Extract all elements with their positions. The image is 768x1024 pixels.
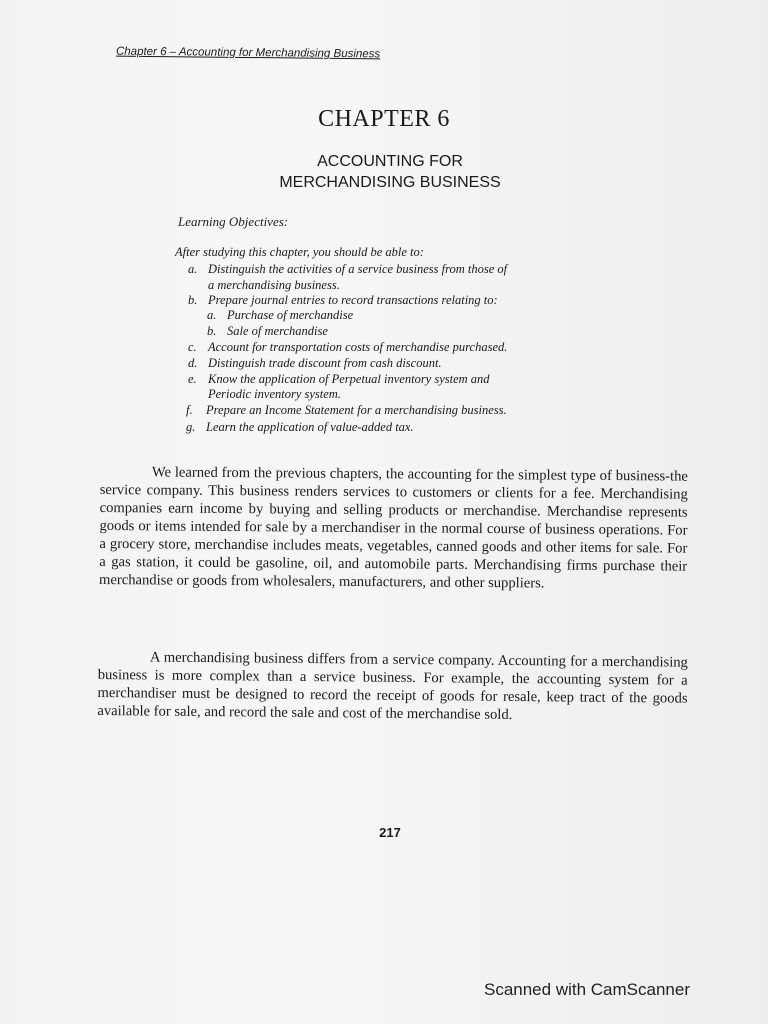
paragraph-text: A merchandising business differs from a service company. Accounting for a merchandising business is more complex than a service business. For example, the accounting system for a merchandiser must be designed to record the receipt of goods for resale, keep tract of the goods available for sale, and record the sale and cost of the merchandise sold. xyxy=(97,649,688,723)
objective-marker: a. xyxy=(207,308,217,322)
paragraph-text: We learned from the previous chapters, the accounting for the simplest type of business-the service company. This business renders services to customers or clients for a fee. Merchandising companies earn income by buying and selling products or merchandise. Merchandise represents goods or items intended for sale by a merchandiser in the normal course of business operations. For a grocery store, merchandise includes meats, vegetables, canned goods and other items for sale. For a gas station, it could be gasoline, oil, and automobile parts. Merchandising firms purchase their merchandise or goods from wholesalers, manufacturers, and other suppliers. xyxy=(99,464,688,592)
objective-item xyxy=(186,420,414,435)
objective-item xyxy=(188,278,340,293)
learning-objectives-intro: After studying this chapter, you should be able to: xyxy=(175,245,424,259)
objective-text: Learn the application of value-added tax. xyxy=(206,420,414,434)
objective-item xyxy=(207,324,328,339)
body-paragraph-1 xyxy=(99,463,688,594)
chapter-title: CHAPTER 6 xyxy=(318,106,450,132)
chapter-subtitle-line2: MERCHANDISING BUSINESS xyxy=(279,174,501,191)
objective-text: Sale of merchandise xyxy=(227,324,328,338)
objective-text: Prepare journal entries to record transactions relating to: xyxy=(208,293,498,307)
objective-marker: f. xyxy=(186,403,193,417)
objective-item xyxy=(188,387,341,402)
objective-marker: b. xyxy=(188,293,198,307)
objective-item xyxy=(188,356,442,371)
learning-objectives-heading: Learning Objectives: xyxy=(178,214,289,229)
objective-marker: d. xyxy=(188,356,198,370)
objective-text: Periodic inventory system. xyxy=(208,387,341,401)
objective-marker: c. xyxy=(188,340,197,354)
running-head: Chapter 6 – Accounting for Merchandising Business xyxy=(115,45,381,61)
objective-item xyxy=(188,340,507,355)
chapter-subtitle-line1: ACCOUNTING FOR xyxy=(317,153,463,170)
objective-marker: e. xyxy=(188,372,197,386)
objective-item xyxy=(186,403,507,418)
objective-text: Know the application of Perpetual inventory system and xyxy=(208,372,490,386)
page-number: 217 xyxy=(379,825,401,840)
objective-item xyxy=(207,308,353,323)
objective-marker: b. xyxy=(207,324,217,338)
objective-text: Account for transportation costs of merchandise purchased. xyxy=(208,340,508,354)
objective-item xyxy=(188,262,507,277)
objective-text: a merchandising business. xyxy=(208,278,340,292)
objective-text: Distinguish the activities of a service business from those of xyxy=(208,262,508,276)
camscanner-watermark: Scanned with CamScanner xyxy=(483,980,690,999)
objective-text: Distinguish trade discount from cash discount. xyxy=(208,356,442,370)
body-paragraph-2 xyxy=(97,648,688,726)
objective-text: Prepare an Income Statement for a merchandising business. xyxy=(206,403,507,417)
objective-item xyxy=(188,372,490,387)
objective-marker: a. xyxy=(188,262,198,276)
objective-item xyxy=(188,293,498,308)
objective-text: Purchase of merchandise xyxy=(227,308,354,322)
objective-marker: g. xyxy=(186,420,196,434)
